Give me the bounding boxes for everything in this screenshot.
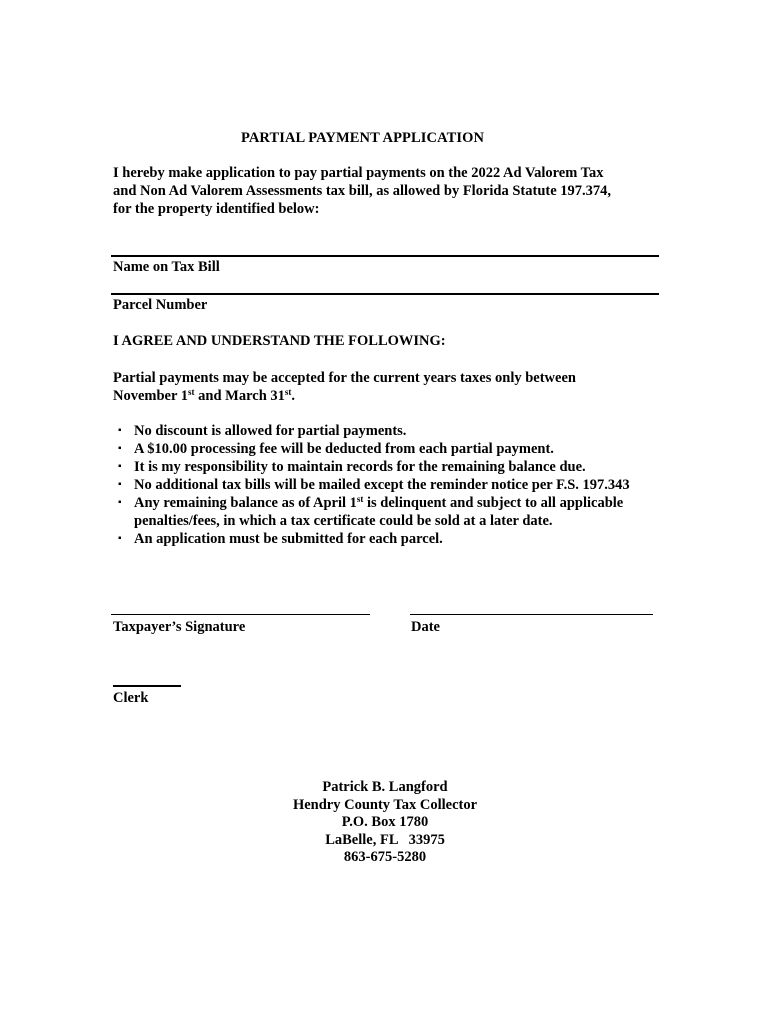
partial-line-2	[113, 387, 673, 405]
parcel-number-label: Parcel Number	[113, 297, 208, 313]
intro-paragraph	[113, 164, 673, 218]
partial-line-2-end: .	[291, 388, 296, 404]
collector-office: Hendry County Tax Collector	[292, 796, 478, 813]
name-on-tax-bill-label: Name on Tax Bill	[113, 259, 220, 275]
intro-line-1: I hereby make application to pay partial payments on the 2022 Ad Valorem Tax	[113, 165, 604, 181]
intro-line-2: and Non Ad Valorem Assessments tax bill, as allowed by Florida Statute 197.374,	[113, 183, 612, 199]
superscript-st: st	[356, 494, 364, 504]
collector-phone: 863-675-5280	[343, 849, 427, 865]
name-on-tax-bill-field[interactable]	[111, 255, 659, 257]
date-label: Date	[411, 619, 440, 635]
rule-text: An application must be submitted for each parcel.	[134, 531, 443, 547]
square-bullet-icon: ▪	[118, 461, 122, 472]
partial-line-2-start: November 1	[113, 388, 189, 404]
square-bullet-icon: ▪	[118, 497, 122, 508]
partial-line-2-middle: and March 31	[194, 388, 285, 404]
date-field[interactable]	[410, 614, 653, 615]
rule-item	[118, 458, 678, 476]
rule-text-start: Any remaining balance as of April 1	[134, 495, 357, 511]
collector-city: LaBelle, FL 33975	[325, 831, 445, 848]
rules-list	[118, 422, 678, 548]
rule-text-continuation: penalties/fees, in which a tax certificate could be sold at a later date.	[134, 513, 553, 529]
partial-payment-window-text	[113, 369, 673, 405]
agreement-heading: I AGREE AND UNDERSTAND THE FOLLOWING:	[113, 333, 446, 349]
taxpayer-signature-field[interactable]	[111, 614, 370, 615]
rule-text: A $10.00 processing fee will be deducted from each partial payment.	[134, 441, 554, 457]
rule-text: It is my responsibility to maintain records for the remaining balance due.	[134, 459, 586, 475]
rule-item	[118, 422, 678, 440]
clerk-label: Clerk	[113, 690, 149, 706]
rule-item	[118, 494, 678, 530]
document-title: PARTIAL PAYMENT APPLICATION	[240, 130, 485, 146]
superscript-st: st	[188, 387, 195, 397]
rule-text-end: is delinquent and subject to all applicable	[363, 495, 624, 511]
collector-name: Patrick B. Langford	[322, 779, 448, 795]
rule-item	[118, 476, 678, 494]
square-bullet-icon: ▪	[118, 425, 122, 436]
intro-line-3: for the property identified below:	[113, 201, 320, 217]
rule-item	[118, 530, 678, 548]
square-bullet-icon: ▪	[118, 479, 122, 490]
superscript-st: st	[284, 387, 292, 397]
collector-po-box: P.O. Box 1780	[341, 814, 429, 830]
rule-item	[118, 440, 678, 458]
clerk-signature-field[interactable]	[113, 685, 181, 687]
parcel-number-field[interactable]	[111, 293, 659, 295]
square-bullet-icon: ▪	[118, 533, 122, 544]
tax-collector-address	[0, 779, 770, 867]
partial-line-1: Partial payments may be accepted for the current years taxes only between	[113, 370, 576, 386]
taxpayer-signature-label: Taxpayer’s Signature	[113, 619, 246, 635]
square-bullet-icon: ▪	[118, 443, 122, 454]
rule-text: No additional tax bills will be mailed except the reminder notice per F.S. 197.343	[134, 477, 630, 493]
rule-text: No discount is allowed for partial payments.	[134, 423, 407, 439]
